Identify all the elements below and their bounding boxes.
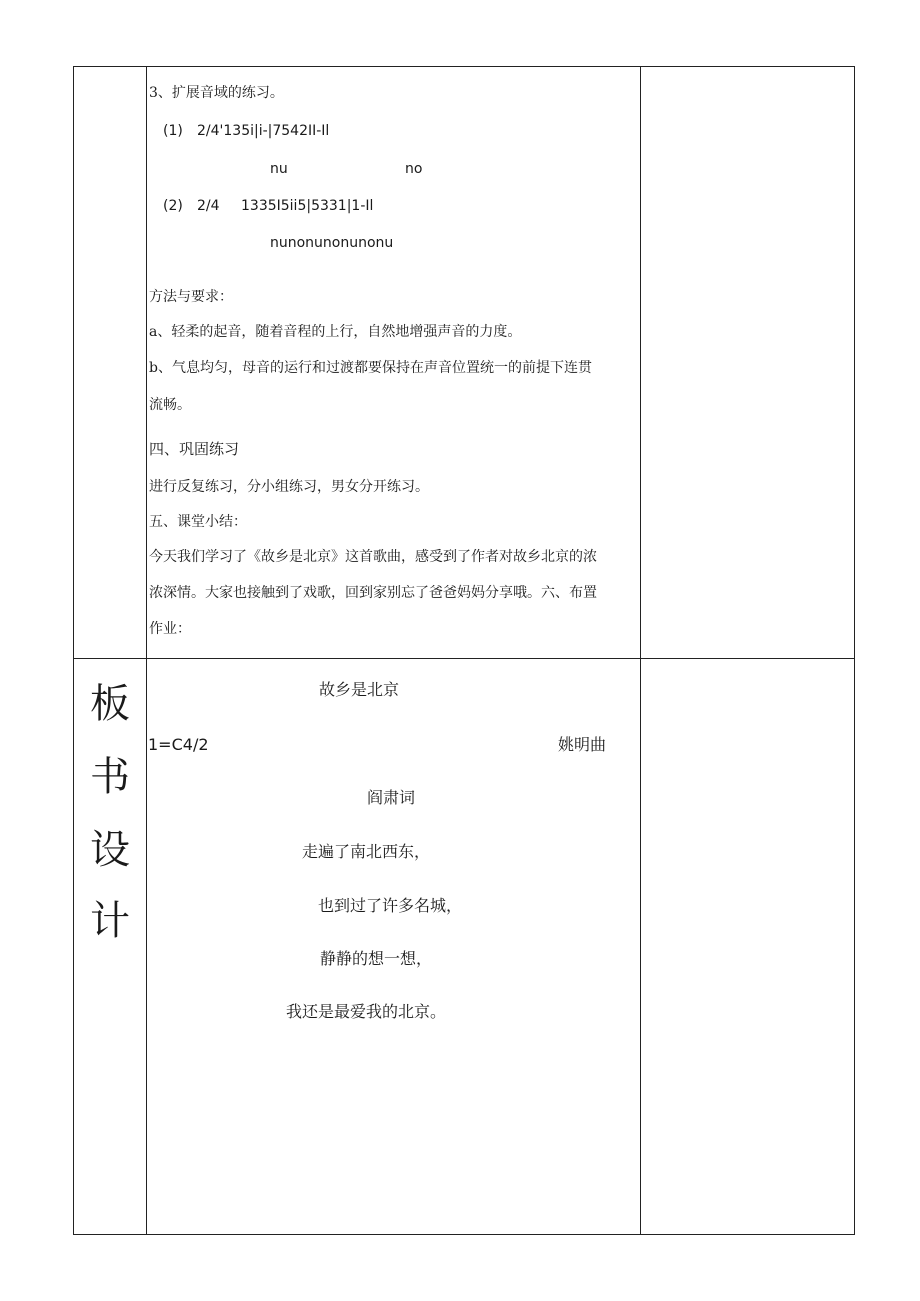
board-design-label-char-3: 设: [90, 827, 130, 873]
table-top-border: [73, 66, 855, 67]
exercise-1-label: (1): [163, 123, 183, 139]
table-left-border: [73, 66, 74, 1235]
exercise-2-notation: 1335I5ii5|5331|1-Il: [241, 198, 374, 214]
table-right-border: [854, 66, 855, 1235]
key-signature: 1=C4/2: [148, 735, 209, 754]
lyric-line-4: 我还是最爱我的北京。: [286, 1002, 447, 1021]
item-3-title: 3、扩展音域的练习。: [149, 85, 284, 101]
song-title: 故乡是北京: [319, 680, 400, 699]
summary-line-1: 今天我们学习了《故乡是北京》这首歌曲，感受到了作者对故乡北京的浓: [149, 549, 597, 565]
table-bottom-border: [73, 1234, 855, 1235]
method-b-line-2: 流畅。: [149, 397, 191, 413]
lyric-line-1: 走遍了南北西东，: [302, 842, 431, 861]
board-design-label-char-1: 板: [90, 681, 130, 727]
exercise-1-notation: 2/4'135i|i-|7542II-Il: [197, 123, 330, 139]
exercise-2-meter: 2/4: [197, 198, 220, 214]
summary-line-3: 作业：: [149, 621, 191, 637]
column-divider-1: [146, 66, 147, 1235]
section-4-title: 四、巩固练习: [149, 440, 240, 458]
lyric-line-3: 静静的想一想，: [320, 949, 433, 968]
lyricist: 阎肃词: [367, 788, 416, 807]
exercise-1-syllable-b: no: [405, 161, 423, 177]
lyric-line-2: 也到过了许多名城，: [318, 896, 463, 915]
section-4-text: 进行反复练习，分小组练习，男女分开练习。: [149, 479, 429, 495]
board-design-label-char-4: 计: [90, 898, 130, 944]
exercise-2-syllables: nunonunonunonu: [270, 235, 394, 251]
method-title: 方法与要求：: [149, 289, 233, 305]
exercise-1-syllable-a: nu: [270, 161, 288, 177]
section-5-title: 五、课堂小结：: [149, 514, 247, 530]
board-design-label-char-2: 书: [90, 754, 130, 800]
exercise-2-label: (2): [163, 198, 183, 214]
method-a: a、轻柔的起音，随着音程的上行，自然地增强声音的力度。: [149, 324, 522, 340]
row-divider: [73, 658, 855, 659]
column-divider-2: [640, 66, 641, 1235]
summary-line-2: 浓深情。大家也接触到了戏歌，回到家别忘了爸爸妈妈分享哦。六、布置: [149, 585, 597, 601]
method-b-line-1: b、气息均匀，母音的运行和过渡都要保持在声音位置统一的前提下连贯: [149, 360, 592, 376]
composer: 姚明曲: [558, 735, 607, 754]
